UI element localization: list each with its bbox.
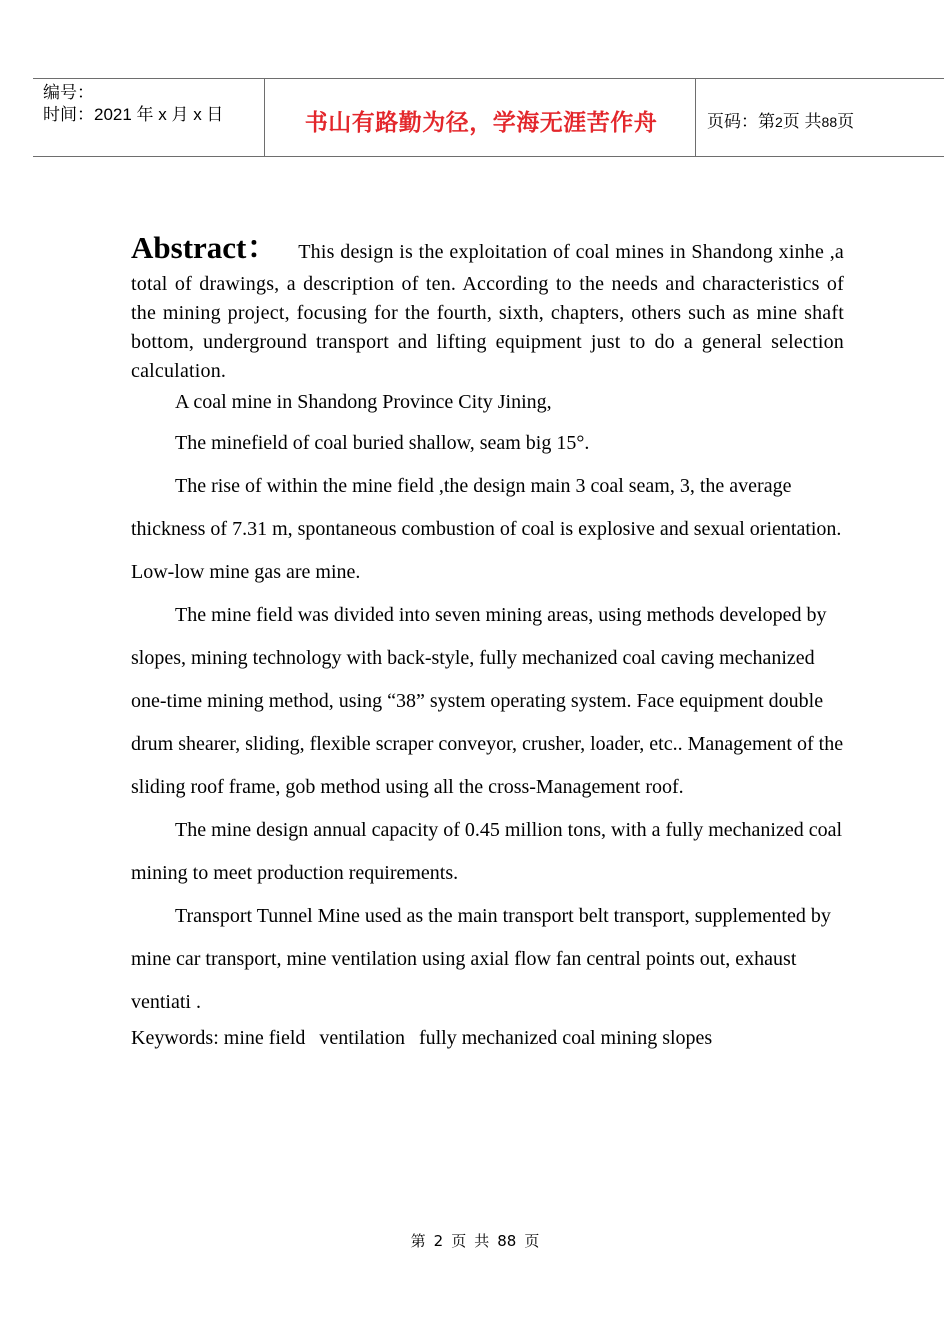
footer-ye2: 页 [524,1232,540,1250]
keyword-mining: fully mechanized coal mining slopes [418,1027,713,1049]
keyword-ventilation: ventilation [319,1027,405,1049]
serial-label: 编号： [43,83,94,102]
keywords-line [131,1024,844,1053]
footer-di: 第 [410,1232,426,1250]
page-mid: 页 共 [782,112,822,131]
footer-ye: 页 [451,1232,467,1250]
header-divider-1 [264,78,265,157]
header-page-number [707,107,854,132]
keywords-label: Keywords: mine field [131,1027,306,1049]
paragraph-minefield: The minefield of coal buried shallow, seam big 15°. [175,432,590,454]
page-suffix: 页 [837,112,855,131]
page-num: 2 [775,114,783,130]
header-motto: 书山有路勤为径，学海无涯苦作舟 [304,110,658,136]
abstract-intro [131,226,844,386]
header-bottom-rule [33,156,944,157]
abstract-intro-text: This design is the exploitation of coal mines in Shandong xinhe ,a total of drawings, a description of ten. According to the needs and characteristics of the mining project, focusing for the fourth, sixth, chapters, others such as mine shaft bottom, underground transport and lifting equipment just to do a general selection calculation. [131,241,844,382]
paragraph-location: A coal mine in Shandong Province City Jining, [175,391,552,413]
header-meta [43,82,223,126]
paragraph-mining-method: The mine field was divided into seven mining areas, using methods developed by slopes, mining technology with back-style, fully mechanized coal caving mechanized one-time mining method, using “38” system operating system. Face equipment double drum shearer, sliding, flexible scraper conveyor, crusher, loader, etc.. Management of the sliding roof frame, gob method using all the cross-Management roof. [131,604,844,798]
abstract-title: Abstract： [131,230,279,265]
time-label: 时间：2021 年 x 月 x 日 [43,105,224,124]
paragraph-capacity: The mine design annual capacity of 0.45 million tons, with a fully mechanized coal mining to meet production requirements. [131,819,843,884]
paragraph-transport: Transport Tunnel Mine used as the main transport belt transport, supplemented by mine car transport, mine ventilation using axial flow fan central points out, exhaust ventiati . [131,905,831,1013]
abstract-section [131,226,844,1053]
footer-gong: 共 [474,1232,490,1250]
page-prefix: 页码：第 [707,112,775,131]
page-footer [0,1230,950,1251]
header-top-rule [33,78,944,79]
paragraph-coal-seam: The rise of within the mine field ,the design main 3 coal seam, 3, the average thickness of 7.31 m, spontaneous combustion of coal is explosive and sexual orientation. Low-low mine gas are mine. [131,475,842,583]
page-total: 88 [821,114,838,130]
footer-num: 2 [433,1232,444,1250]
footer-total: 88 [497,1232,517,1250]
